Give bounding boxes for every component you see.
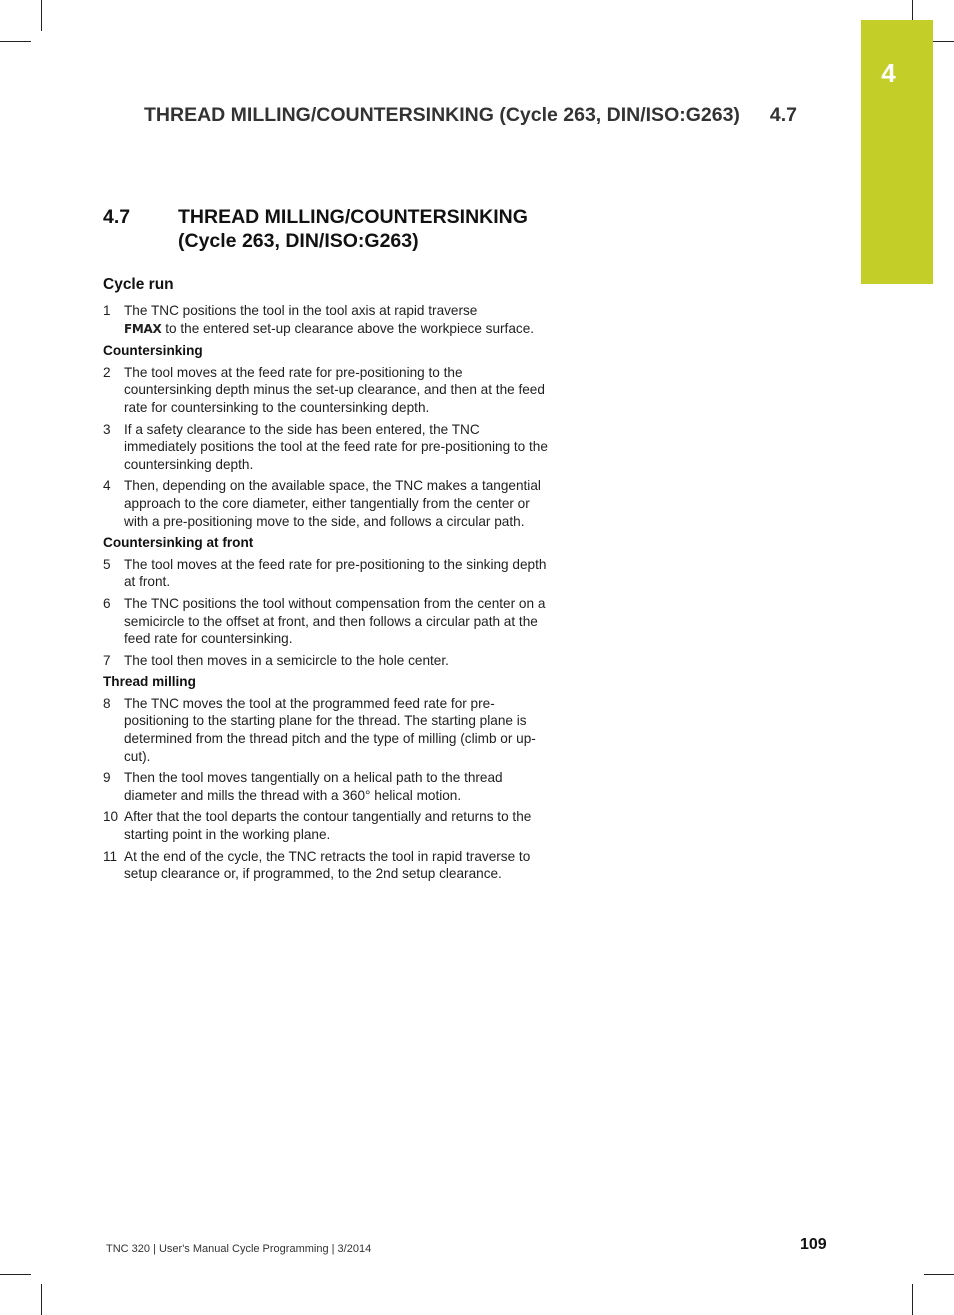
list-item	[103, 808, 548, 843]
crop-mark	[924, 1274, 954, 1275]
item-text: At the end of the cycle, the TNC retracts the tool in rapid traverse to setup clearance or, if programmed, to the 2nd setup clearance.	[124, 848, 531, 882]
item-text: The TNC moves the tool at the programmed feed rate for pre-positioning to the starting plane for the thread. The starting plane is determined from the thread pitch and the type of milling (climb or up-cut).	[124, 695, 536, 764]
item-text: Then the tool moves tangentially on a helical path to the thread diameter and mills the thread with a 360° helical motion.	[124, 770, 503, 803]
page-number: 109	[800, 1236, 827, 1253]
list-item	[103, 695, 548, 765]
list-item	[103, 652, 548, 670]
item-number: 8	[103, 695, 111, 711]
list-item	[103, 477, 548, 530]
item-number: 6	[103, 595, 111, 611]
crop-mark	[0, 41, 31, 42]
crop-mark	[912, 0, 913, 20]
item-text: The TNC positions the tool in the tool axis at rapid traverse	[124, 303, 478, 318]
item-text: Then, depending on the available space, the TNC makes a tangential approach to the core diameter, either tangentially from the center or with a pre-positioning move to the side, and follows a circular path.	[124, 478, 541, 529]
item-number: 3	[103, 421, 111, 437]
step-group-heading: Countersinking at front	[103, 535, 254, 551]
cycle-run-content	[103, 302, 548, 887]
list-item	[103, 302, 548, 338]
crop-mark	[41, 0, 42, 31]
item-number: 9	[103, 770, 111, 786]
list-item	[103, 595, 548, 648]
list-item	[103, 848, 548, 883]
item-number: 4	[103, 478, 111, 494]
subsection-heading: Cycle run	[103, 276, 174, 293]
list-item	[103, 769, 548, 804]
footer-text: TNC 320 | User's Manual Cycle Programming | 3/2014	[106, 1243, 372, 1255]
item-number: 5	[103, 556, 111, 572]
crop-mark	[933, 41, 954, 42]
crop-mark	[41, 1284, 42, 1315]
section-title-line1: THREAD MILLING/COUNTERSINKING	[178, 206, 528, 228]
item-text: If a safety clearance to the side has been entered, the TNC immediately positions the tool at the feed rate for pre-positioning to the countersinking depth.	[124, 421, 548, 472]
item-text: The tool moves at the feed rate for pre-positioning to the countersinking depth minus the set-up clearance, and then at the feed rate for countersinking to the countersinking depth.	[124, 364, 545, 415]
crop-mark	[912, 1284, 913, 1315]
section-number: 4.7	[103, 206, 131, 228]
running-header-title: THREAD MILLING/COUNTERSINKING (Cycle 263, DIN/ISO:G263)	[144, 104, 740, 126]
chapter-number: 4	[881, 58, 896, 88]
running-header	[144, 104, 797, 127]
section-title-line2: (Cycle 263, DIN/ISO:G263)	[178, 230, 419, 252]
section-title	[178, 205, 658, 253]
step-group-heading: Thread milling	[103, 674, 196, 690]
item-text: The tool moves at the feed rate for pre-positioning to the sinking depth at front.	[124, 556, 547, 590]
item-number: 7	[103, 652, 111, 668]
code-keyword: FMAX	[124, 321, 162, 336]
item-text: The TNC positions the tool without compensation from the center on a semicircle to the offset at front, and then follows a circular path at the feed rate for countersinking.	[124, 595, 546, 647]
step-group-heading: Countersinking	[103, 343, 203, 359]
list-item	[103, 364, 548, 417]
chapter-tab	[861, 20, 933, 284]
list-item	[103, 421, 548, 474]
item-number: 10	[103, 809, 119, 825]
item-text: to the entered set-up clearance above the workpiece surface.	[161, 320, 535, 336]
item-number: 11	[103, 848, 118, 864]
item-text: The tool then moves in a semicircle to the hole center.	[124, 652, 449, 668]
item-number: 1	[103, 303, 111, 318]
running-header-section: 4.7	[769, 104, 798, 126]
crop-mark	[0, 1274, 31, 1275]
item-text: After that the tool departs the contour tangentially and returns to the starting point in the working plane.	[124, 809, 532, 843]
list-item	[103, 556, 548, 591]
item-number: 2	[103, 364, 111, 380]
